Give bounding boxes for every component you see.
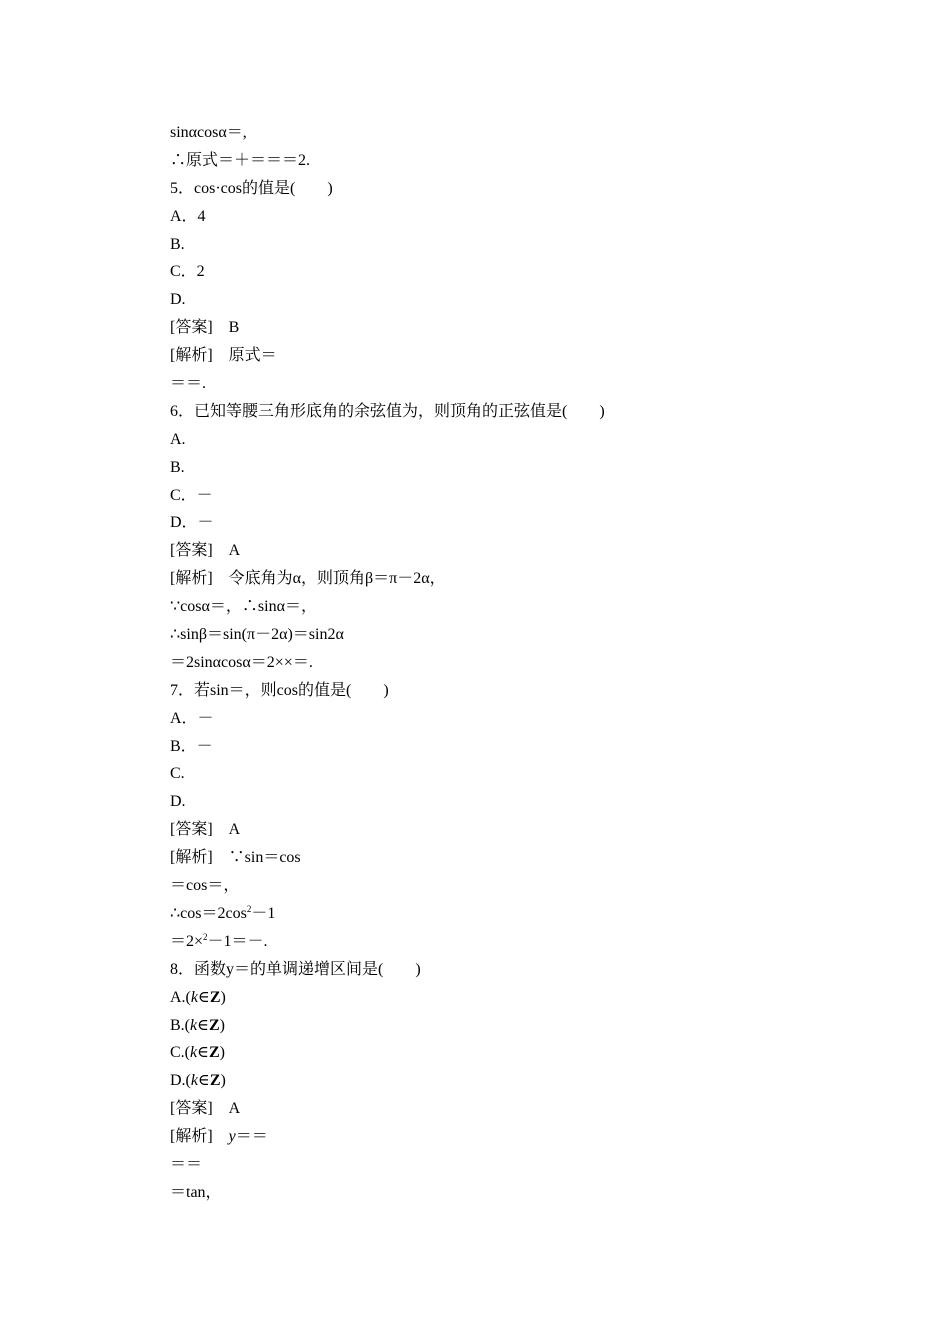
question-8: 8．函数y＝的单调递增区间是( ) <box>170 960 421 978</box>
exponent: 2 <box>246 903 252 914</box>
option-b: B．－ <box>170 737 213 755</box>
option-a: A．4 <box>170 207 206 225</box>
exponent: 2 <box>203 931 208 942</box>
text-line: $\therefore\cos=2\cos^2-1$ <box>170 903 276 922</box>
option-b: B. <box>170 235 185 253</box>
analysis-line: [解析] 原式＝ <box>170 347 277 365</box>
question-5: 5．cos·cos的值是( ) <box>170 179 333 197</box>
text-line: ＝＝. <box>170 375 207 393</box>
option-d: D.(k∈Z) <box>170 1072 226 1090</box>
analysis-line: [解析] 令底角为α，则顶角β＝π－2α， <box>170 570 446 588</box>
option-a: A.(k∈Z) <box>170 988 226 1006</box>
text-line: ＝2sinαcosα＝2××＝. <box>170 653 313 671</box>
text-line: ∴原式＝＋＝＝＝2. <box>170 151 311 169</box>
option-c: C.(k∈Z) <box>170 1044 225 1062</box>
option-a: A．－ <box>170 709 214 727</box>
option-b: B. <box>170 458 185 476</box>
option-a: A. <box>170 430 186 448</box>
option-d: D．－ <box>170 514 214 532</box>
text-line: ＝2×$^2$－1＝－. <box>170 931 268 950</box>
text-line: ∴sinβ＝sin(π－2α)＝sin2α <box>170 626 344 644</box>
question-7: 7．若sin＝，则cos的值是( ) <box>170 681 389 699</box>
option-b: B.(k∈Z) <box>170 1016 225 1034</box>
text-line: sinαcosα＝, <box>170 124 247 141</box>
document-body <box>170 119 870 1207</box>
question-6: 6．已知等腰三角形底角的余弦值为，则顶角的正弦值是( ) <box>170 402 605 420</box>
analysis-line: [解析] ∵sin＝cos <box>170 849 301 867</box>
option-c: C．2 <box>170 263 205 281</box>
text-line: ∵cosα＝，∴sinα＝， <box>170 598 317 616</box>
option-d: D. <box>170 793 186 811</box>
answer-line: [答案] A <box>170 542 241 560</box>
text-line: ＝＝ <box>170 1155 203 1173</box>
answer-line: [答案] A <box>170 1100 241 1118</box>
text-line: ＝tan， <box>170 1183 222 1201</box>
text-line: ＝cos＝， <box>170 877 240 895</box>
option-c: C. <box>170 765 185 783</box>
analysis-line: [解析] y＝＝ <box>170 1128 268 1146</box>
option-c: C．－ <box>170 486 213 504</box>
option-d: D. <box>170 291 186 309</box>
answer-line: [答案] A <box>170 821 241 839</box>
answer-line: [答案] B <box>170 319 240 337</box>
